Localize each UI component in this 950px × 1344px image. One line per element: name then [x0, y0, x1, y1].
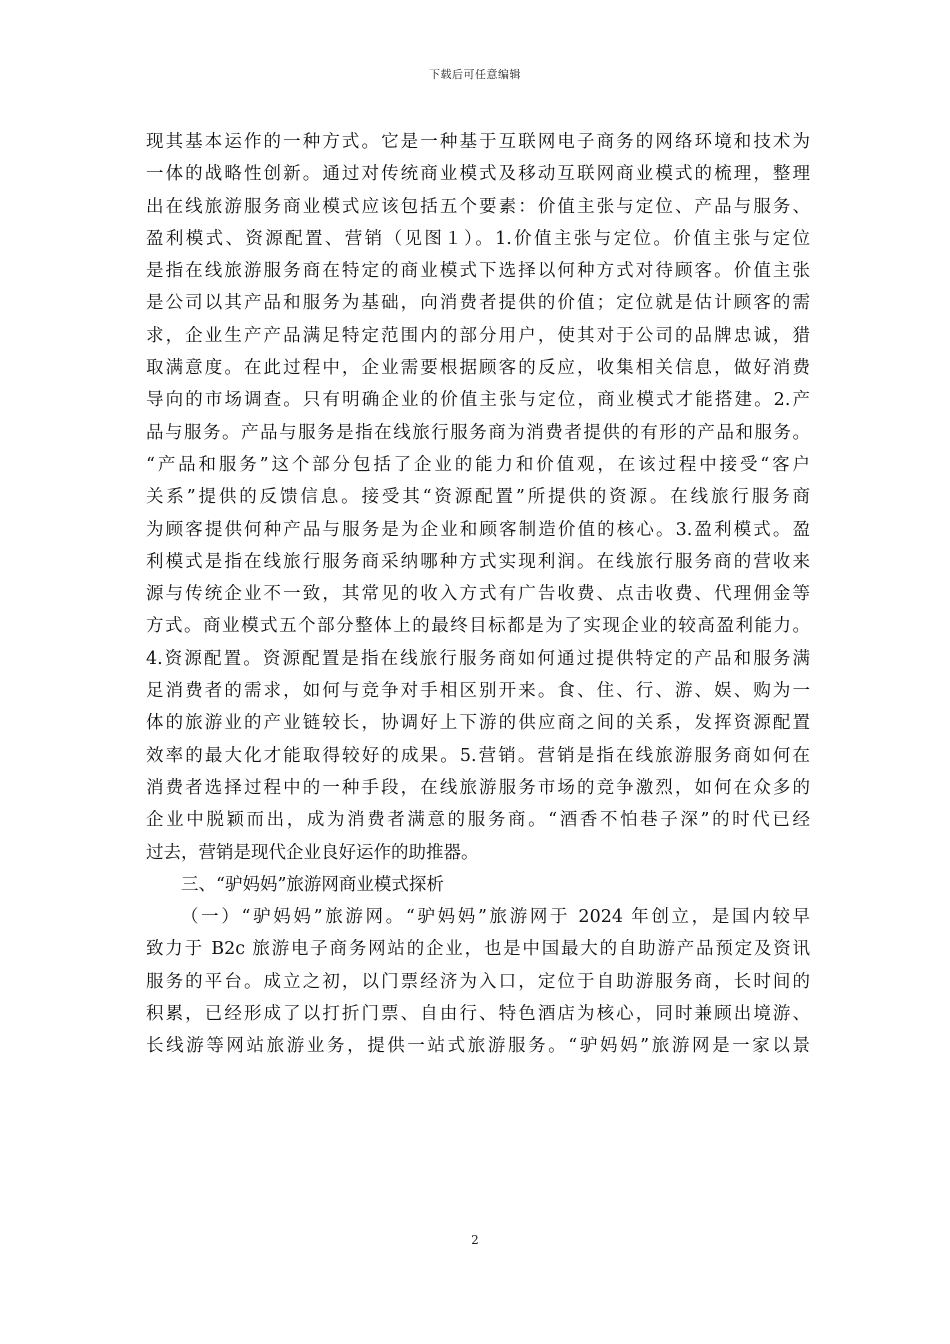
body-line: 4.资源配置。资源配置是指在线旅行服务商如何通过提供特定的产品和服务满 — [146, 648, 810, 669]
body-line: 利模式是指在线旅行服务商采纳哪种方式实现利润。在线旅行服务商的营收来 — [146, 551, 810, 572]
page-header: 下载后可任意编辑 — [429, 68, 521, 81]
body-line: 现其基本运作的一种方式。它是一种基于互联网电子商务的网络环境和技术为 — [146, 132, 810, 152]
body-line: 致力于 B2c 旅游电子商务网站的企业，也是中国最大的自助游产品预定及资讯 — [146, 939, 810, 960]
body-line: 一体的战略性创新。通过对传统商业模式及移动互联网商业模式的梳理，整理 — [146, 164, 810, 185]
page-number: 2 — [471, 1233, 479, 1247]
body-line: 是指在线旅游服务商在特定的商业模式下选择以何种方式对待顾客。价值主张 — [146, 261, 810, 282]
body-line: “产品和服务”这个部分包括了企业的能力和价值观，在该过程中接受“客户 — [146, 454, 810, 475]
body-line: 足消费者的需求，如何与竞争对手相区别开来。食、住、行、游、娱、购为一 — [146, 681, 810, 702]
body-line: 为顾客提供何种产品与服务是为企业和顾客制造价值的核心。3.盈利模式。盈 — [146, 519, 810, 540]
body-line: 长线游等网站旅游业务，提供一站式旅游服务。“驴妈妈”旅游网是一家以景 — [146, 1036, 810, 1057]
body-line: 取满意度。在此过程中，企业需要根据顾客的反应，收集相关信息，做好消费 — [146, 358, 810, 379]
body-line: 导向的市场调查。只有明确企业的价值主张与定位，商业模式才能搭建。2.产 — [146, 390, 810, 411]
body-line: 盈利模式、资源配置、营销（见图１）。1.价值主张与定位。价值主张与定位 — [146, 228, 810, 249]
document-body — [146, 126, 810, 1063]
body-line: 企业中脱颖而出，成为消费者满意的服务商。“酒香不怕巷子深”的时代已经 — [146, 810, 810, 831]
body-line: 服务的平台。成立之初，以门票经济为入口，定位于自助游服务商，长时间的 — [146, 971, 810, 992]
body-line: 出在线旅游服务商业模式应该包括五个要素：价值主张与定位、产品与服务、 — [146, 196, 810, 217]
section-heading: 三、“驴妈妈”旅游网商业模式探析 — [181, 874, 444, 895]
body-line: 体的旅游业的产业链较长，协调好上下游的供应商之间的关系，发挥资源配置 — [146, 713, 810, 734]
body-line: 方式。商业模式五个部分整体上的最终目标都是为了实现企业的较高盈利能力。 — [146, 616, 810, 637]
body-line: 过去，营销是现代企业良好运作的助推器。 — [146, 842, 479, 863]
body-line: 关系”提供的反馈信息。接受其“资源配置”所提供的资源。在线旅行服务商 — [146, 487, 810, 508]
body-line: 求，企业生产产品满足特定范围内的部分用户，使其对于公司的品牌忠诚，猎 — [146, 325, 810, 346]
body-line: 源与传统企业不一致，其常见的收入方式有广告收费、点击收费、代理佣金等 — [146, 584, 810, 605]
body-line: 积累，已经形成了以打折门票、自由行、特色酒店为核心，同时兼顾出境游、 — [146, 1004, 810, 1025]
body-line: 消费者选择过程中的一种手段，在线旅游服务市场的竞争激烈，如何在众多的 — [146, 777, 810, 798]
body-line: 品与服务。产品与服务是指在线旅行服务商为消费者提供的有形的产品和服务。 — [146, 422, 810, 443]
body-line: 效率的最大化才能取得较好的成果。5.营销。营销是指在线旅游服务商如何在 — [146, 745, 810, 766]
body-line: （一）“驴妈妈”旅游网。“驴妈妈”旅游网于 2024 年创立，是国内较早 — [181, 907, 810, 928]
body-line: 是公司以其产品和服务为基础，向消费者提供的价值；定位就是估计顾客的需 — [146, 293, 810, 314]
